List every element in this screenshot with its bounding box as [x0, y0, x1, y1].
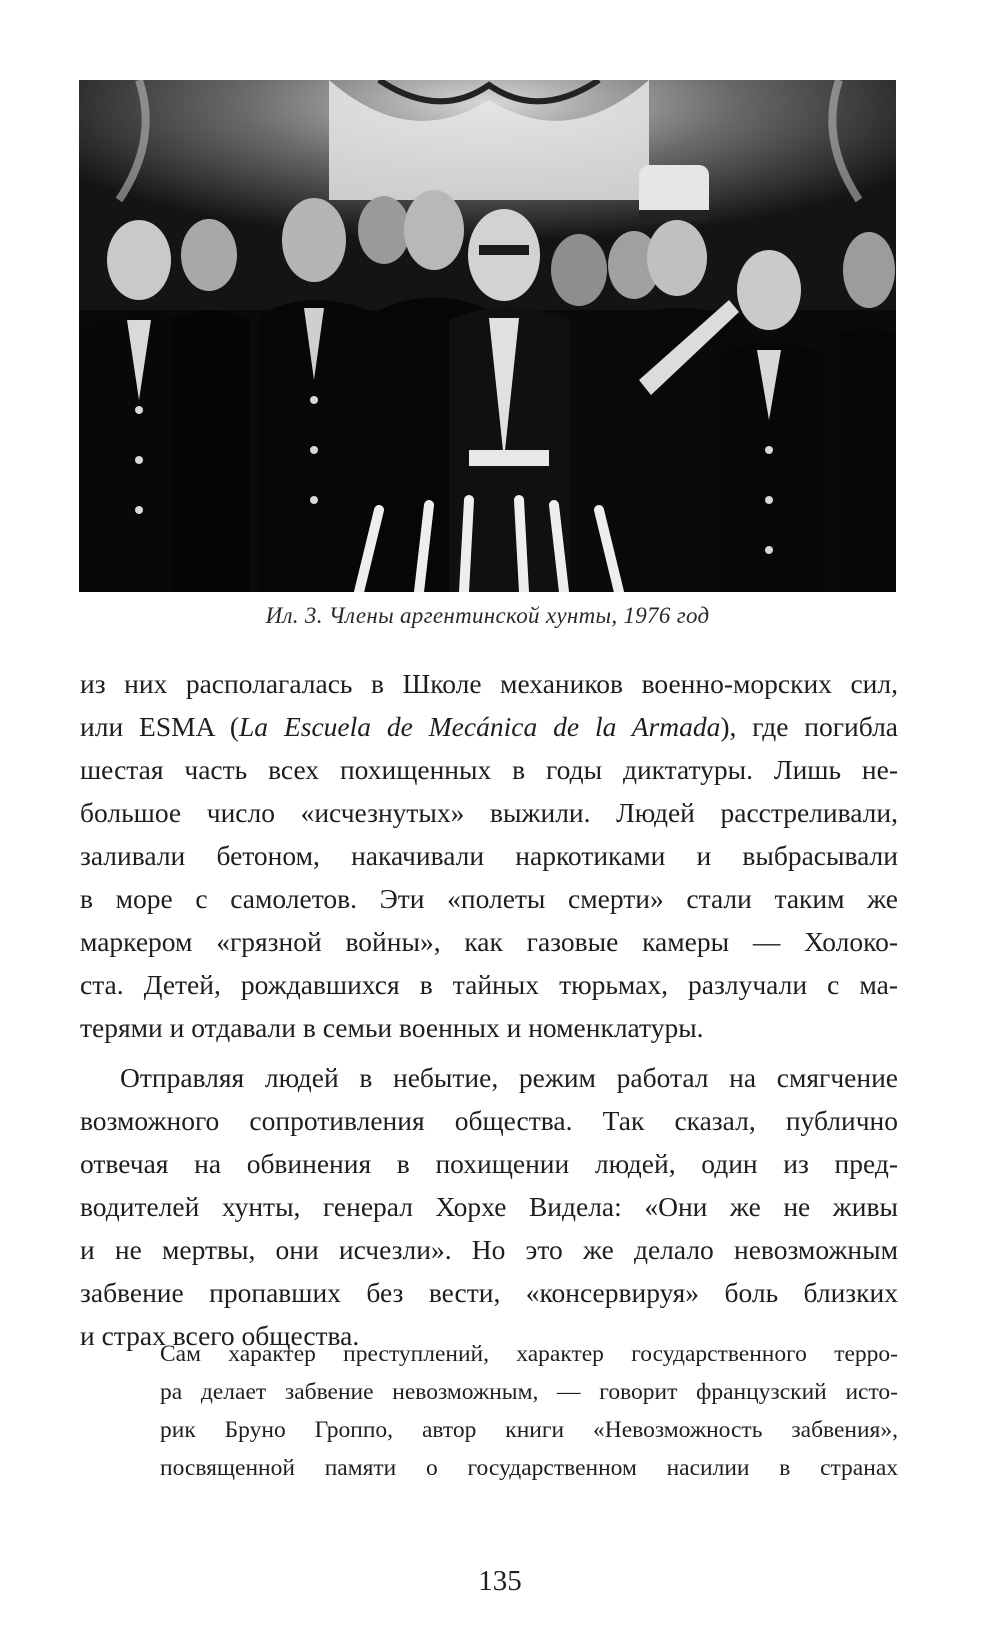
quote-line: Сам характер преступлений, характер государственного терро-: [160, 1341, 898, 1367]
text-line: большое число «исчезнутых» выжили. Людей расстреливали,: [80, 797, 898, 828]
text-line: отвечая на обвинения в похищении людей, один из пред-: [80, 1148, 898, 1179]
text-line: шестая часть всех похищенных в годы диктатуры. Лишь не-: [80, 754, 898, 785]
block-quote: [160, 1335, 898, 1487]
text-line: и страх всего общества.: [80, 1320, 360, 1351]
figure-caption: Ил. 3. Члены аргентинской хунты, 1976 год: [265, 603, 710, 628]
text-line: водителей хунты, генерал Хорхе Видела: «Они же не живы: [80, 1191, 898, 1222]
main-text: [80, 662, 898, 1357]
text-line: [80, 705, 898, 748]
text-line: забвение пропавших без вести, «консервируя» боль близких: [80, 1277, 898, 1308]
text-line: и не мертвы, они исчезли». Но это же делало невозможным: [80, 1234, 898, 1265]
junta-photograph: [79, 80, 896, 592]
text-line: Отправляя людей в небытие, режим работал на смягчение: [120, 1062, 898, 1093]
quote-line: ра делает забвение невозможным, — говорит французский исто-: [160, 1379, 898, 1405]
text-line: возможного сопротивления общества. Так сказал, публично: [80, 1105, 898, 1136]
text-line: из них располагалась в Школе механиков военно-морских сил,: [80, 668, 898, 699]
text-line: ста. Детей, рождавшихся в тайных тюрьмах, разлучали с ма-: [80, 969, 898, 1000]
quote-line: посвященной памяти о государственном насилии в странах: [160, 1455, 898, 1481]
text-line-esma: или ESMA (La Escuela de Mecánica de la Armada), где погибла: [80, 711, 899, 742]
photo-image: [79, 80, 896, 592]
text-line: в море с самолетов. Эти «полеты смерти» стали таким же: [80, 883, 898, 914]
text-line: маркером «грязной войны», как газовые камеры — Холоко-: [80, 926, 898, 957]
page-number: 135: [478, 1565, 522, 1597]
quote-line: рик Бруно Гроппо, автор книги «Невозможность забвения»,: [160, 1417, 898, 1443]
text-line: заливали бетоном, накачивали наркотиками и выбрасывали: [80, 840, 898, 871]
text-line: терями и отдавали в семьи военных и номенклатуры.: [80, 1012, 704, 1043]
